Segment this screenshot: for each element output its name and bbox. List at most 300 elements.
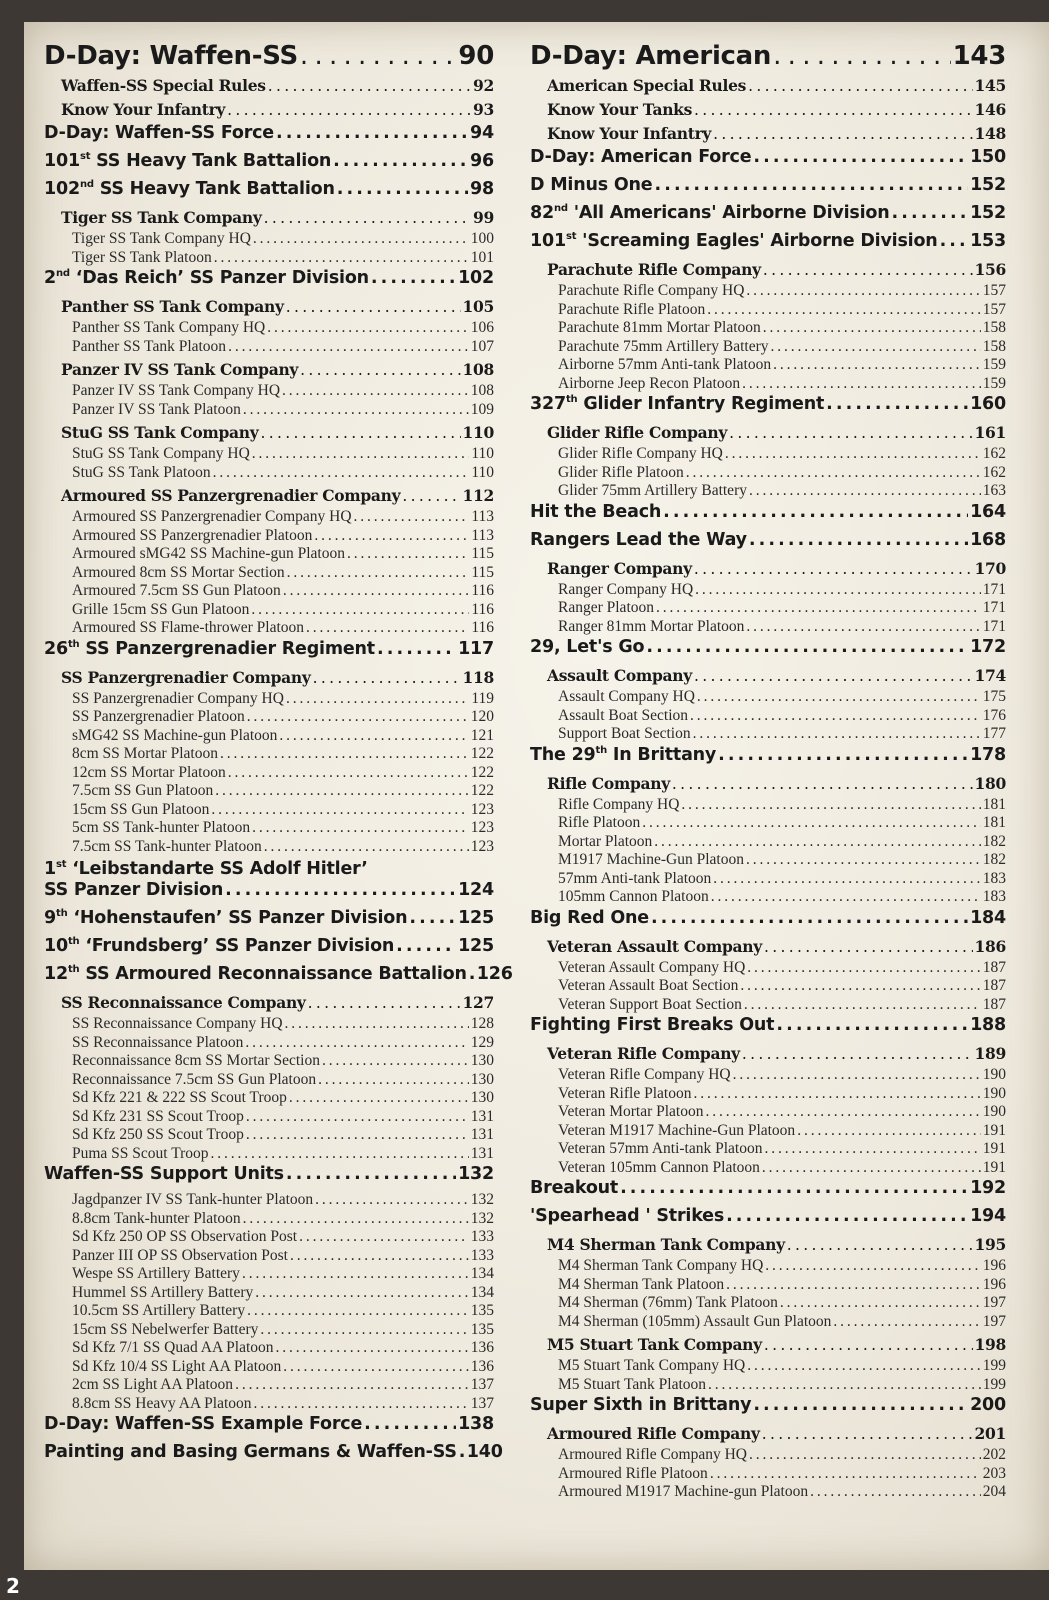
toc-entry-page: 96 bbox=[470, 151, 494, 171]
toc-entry[interactable] bbox=[530, 559, 1006, 581]
toc-entry-title bbox=[72, 745, 218, 763]
toc-entry[interactable] bbox=[530, 814, 1006, 833]
toc-dot-leader bbox=[770, 338, 980, 356]
toc-entry[interactable] bbox=[44, 1145, 494, 1164]
toc-entry[interactable] bbox=[530, 996, 1006, 1015]
toc-entry[interactable] bbox=[44, 208, 494, 230]
toc-entry-page: 138 bbox=[458, 1414, 494, 1434]
toc-entry[interactable] bbox=[530, 1294, 1006, 1313]
toc-entry[interactable] bbox=[530, 231, 1006, 258]
toc-entry-title bbox=[72, 1376, 233, 1394]
toc-entry-title bbox=[72, 1339, 274, 1357]
toc-entry[interactable] bbox=[44, 445, 494, 464]
toc-entry-text: Armoured Rifle Platoon bbox=[558, 1464, 708, 1482]
toc-entry[interactable] bbox=[44, 1376, 494, 1395]
toc-dot-leader bbox=[289, 1089, 469, 1107]
toc-dot-leader bbox=[459, 1442, 465, 1462]
toc-entry[interactable] bbox=[530, 908, 1006, 935]
toc-entry[interactable] bbox=[44, 527, 494, 546]
toc-dot-leader bbox=[810, 1483, 981, 1501]
toc-entry-title bbox=[530, 147, 751, 167]
toc-entry[interactable] bbox=[44, 486, 494, 508]
toc-entry-title bbox=[558, 977, 738, 995]
toc-dot-leader bbox=[315, 1191, 469, 1209]
toc-entry-title bbox=[72, 601, 249, 619]
toc-entry-text: 'Screaming Eagles' Airborne Division bbox=[576, 231, 938, 251]
toc-entry[interactable] bbox=[530, 1140, 1006, 1159]
toc-dot-leader bbox=[260, 1321, 468, 1339]
toc-entry[interactable] bbox=[530, 833, 1006, 852]
toc-entry-title bbox=[72, 1358, 281, 1376]
toc-entry-text: 10.5cm SS Artillery Battery bbox=[72, 1302, 246, 1319]
toc-entry-text: 15cm SS Nebelwerfer Battery bbox=[72, 1320, 259, 1338]
toc-entry-page: 161 bbox=[974, 423, 1006, 442]
toc-entry-text: SS Panzer Division bbox=[44, 880, 224, 900]
toc-entry[interactable] bbox=[530, 394, 1006, 421]
toc-entry[interactable] bbox=[44, 249, 494, 268]
toc-entry[interactable] bbox=[44, 1339, 494, 1358]
toc-entry-text: 105mm Cannon Platoon bbox=[558, 888, 709, 905]
toc-entry-ordinal-suffix: th bbox=[55, 908, 68, 920]
toc-entry-title bbox=[530, 745, 716, 765]
toc-entry-text: Veteran 105mm Cannon Platoon bbox=[558, 1158, 760, 1176]
toc-entry-title bbox=[72, 727, 277, 745]
toc-dot-leader bbox=[299, 1228, 469, 1246]
toc-entry[interactable] bbox=[530, 124, 1006, 146]
toc-entry-page: 182 bbox=[982, 851, 1006, 868]
toc-entry[interactable] bbox=[44, 1126, 494, 1145]
toc-entry-page: 187 bbox=[982, 958, 1006, 976]
toc-entry-page: 152 bbox=[970, 203, 1006, 223]
toc-entry[interactable] bbox=[44, 619, 494, 638]
toc-dot-leader bbox=[287, 564, 470, 582]
toc-dot-leader bbox=[725, 445, 981, 463]
toc-entry-page: 108 bbox=[462, 360, 494, 379]
toc-entry[interactable] bbox=[44, 508, 494, 527]
toc-entry[interactable] bbox=[44, 401, 494, 420]
toc-entry-text: Panther SS Tank Platoon bbox=[72, 337, 227, 355]
toc-entry-title bbox=[44, 268, 369, 288]
toc-entry[interactable] bbox=[44, 297, 494, 319]
toc-entry[interactable] bbox=[44, 727, 494, 746]
toc-entry[interactable] bbox=[530, 319, 1006, 338]
toc-entry-page: 127 bbox=[462, 993, 494, 1012]
toc-entry-text: Know Your Tanks bbox=[547, 100, 693, 119]
toc-entry[interactable] bbox=[44, 1108, 494, 1127]
toc-entry-page: 118 bbox=[462, 667, 494, 687]
toc-entry[interactable] bbox=[44, 1395, 494, 1414]
toc-entry-page: 159 bbox=[982, 356, 1006, 373]
page-number: 2 bbox=[6, 1574, 20, 1598]
toc-entry[interactable] bbox=[530, 1276, 1006, 1295]
toc-entry-title bbox=[558, 688, 695, 706]
toc-column-waffen-ss bbox=[44, 41, 513, 1469]
toc-entry[interactable] bbox=[44, 338, 494, 357]
toc-dot-leader bbox=[718, 745, 968, 765]
toc-entry-ordinal-suffix: nd bbox=[55, 268, 70, 280]
toc-entry[interactable] bbox=[530, 445, 1006, 464]
toc-entry-title bbox=[558, 1313, 831, 1331]
toc-entry-text: 7.5cm SS Gun Platoon bbox=[72, 782, 214, 799]
toc-entry[interactable] bbox=[44, 268, 494, 295]
toc-entry[interactable] bbox=[44, 639, 494, 666]
toc-entry[interactable] bbox=[530, 175, 1006, 202]
toc-entry[interactable] bbox=[530, 423, 1006, 445]
toc-entry[interactable] bbox=[530, 282, 1006, 301]
toc-dot-leader bbox=[681, 796, 980, 814]
toc-entry[interactable] bbox=[44, 964, 513, 991]
toc-entry[interactable] bbox=[530, 356, 1006, 375]
toc-dot-leader bbox=[740, 977, 980, 995]
toc-entry-page: 201 bbox=[974, 1424, 1006, 1443]
toc-entry[interactable] bbox=[44, 819, 494, 838]
toc-entry-page: 124 bbox=[458, 880, 494, 900]
toc-entry-ordinal-suffix: st bbox=[565, 231, 577, 243]
toc-entry[interactable] bbox=[530, 375, 1006, 394]
toc-dot-leader bbox=[710, 1465, 981, 1483]
toc-entry[interactable] bbox=[530, 959, 1006, 978]
toc-entry[interactable] bbox=[44, 880, 494, 907]
toc-entry-page: 202 bbox=[982, 1446, 1006, 1463]
toc-entry[interactable] bbox=[44, 319, 494, 338]
toc-entry-title bbox=[72, 838, 262, 856]
toc-entry-title bbox=[72, 1228, 297, 1246]
toc-entry-title bbox=[558, 1159, 760, 1177]
toc-entry-page: 113 bbox=[471, 508, 494, 525]
toc-entry[interactable] bbox=[44, 423, 494, 445]
toc-dot-leader bbox=[749, 530, 968, 550]
toc-entry[interactable] bbox=[530, 1376, 1006, 1395]
toc-entry[interactable] bbox=[44, 801, 494, 820]
toc-entry-page: 160 bbox=[970, 394, 1006, 414]
toc-entry-page: 190 bbox=[982, 1084, 1006, 1102]
toc-entry[interactable] bbox=[530, 1044, 1006, 1066]
toc-entry[interactable] bbox=[530, 1122, 1006, 1141]
toc-entry[interactable] bbox=[530, 1066, 1006, 1085]
toc-entry[interactable] bbox=[530, 581, 1006, 600]
toc-entry[interactable] bbox=[44, 668, 494, 690]
toc-entry[interactable] bbox=[44, 708, 494, 727]
toc-dot-leader bbox=[225, 880, 456, 900]
toc-entry-title bbox=[72, 1265, 240, 1283]
toc-entry[interactable] bbox=[530, 1446, 1006, 1465]
toc-entry[interactable] bbox=[44, 1034, 494, 1053]
toc-entry[interactable] bbox=[530, 464, 1006, 483]
toc-entry-page: 162 bbox=[982, 463, 1006, 481]
toc-entry-text: SS Reconnaissance Platoon bbox=[72, 1033, 244, 1051]
toc-entry[interactable] bbox=[44, 1191, 494, 1210]
toc-entry-text: Panther SS Tank Company HQ bbox=[72, 319, 266, 336]
toc-entry[interactable] bbox=[530, 937, 1006, 959]
toc-entry-ordinal: 327 bbox=[530, 394, 566, 414]
toc-entry-page: 110 bbox=[462, 423, 494, 442]
toc-dot-leader bbox=[833, 1313, 980, 1331]
toc-entry[interactable] bbox=[530, 1395, 1006, 1422]
toc-entry-title bbox=[72, 1034, 243, 1052]
toc-dot-leader bbox=[285, 1015, 469, 1033]
toc-entry-ordinal-suffix: nd bbox=[553, 203, 568, 215]
toc-entry[interactable] bbox=[44, 100, 494, 122]
toc-entry-title bbox=[547, 666, 692, 685]
toc-entry[interactable] bbox=[530, 1357, 1006, 1376]
toc-entry-title bbox=[72, 801, 209, 819]
toc-entry[interactable] bbox=[44, 1164, 494, 1191]
toc-entry[interactable] bbox=[530, 1206, 1006, 1233]
toc-entry-text: 8.8cm Tank-hunter Platoon bbox=[72, 1209, 241, 1227]
toc-dot-leader bbox=[748, 76, 972, 95]
toc-entry[interactable] bbox=[530, 482, 1006, 501]
toc-dot-leader bbox=[377, 639, 456, 659]
toc-dot-leader bbox=[763, 260, 973, 279]
toc-dot-leader bbox=[211, 801, 468, 819]
toc-entry[interactable] bbox=[44, 782, 494, 801]
toc-dot-leader bbox=[308, 993, 461, 1012]
toc-entry[interactable] bbox=[530, 1424, 1006, 1446]
toc-entry-text: Glider Rifle Platoon bbox=[558, 463, 684, 481]
toc-entry[interactable] bbox=[44, 1228, 494, 1247]
toc-entry[interactable] bbox=[44, 838, 494, 857]
toc-dot-leader bbox=[672, 774, 973, 793]
toc-entry[interactable] bbox=[44, 1414, 494, 1441]
toc-entry[interactable] bbox=[44, 564, 494, 583]
toc-entry[interactable] bbox=[530, 1103, 1006, 1122]
toc-entry[interactable] bbox=[530, 1159, 1006, 1178]
toc-entry[interactable] bbox=[44, 745, 494, 764]
toc-entry-text: M5 Stuart Tank Platoon bbox=[558, 1375, 707, 1393]
toc-entry-page: 131 bbox=[470, 1126, 494, 1143]
toc-entry-page: 153 bbox=[970, 231, 1006, 251]
toc-entry[interactable] bbox=[530, 260, 1006, 282]
toc-entry[interactable] bbox=[530, 774, 1006, 796]
toc-entry-text: 12cm SS Mortar Platoon bbox=[72, 763, 226, 781]
toc-entry-page: 184 bbox=[970, 907, 1006, 928]
toc-dot-leader bbox=[255, 1284, 469, 1302]
toc-entry[interactable] bbox=[44, 76, 494, 98]
toc-entry[interactable] bbox=[530, 1178, 1006, 1205]
toc-entry[interactable] bbox=[530, 725, 1006, 744]
toc-dot-leader bbox=[742, 375, 981, 393]
toc-entry[interactable] bbox=[530, 977, 1006, 996]
toc-entry-text: Super Sixth in Brittany bbox=[530, 1395, 752, 1415]
toc-entry-page: 133 bbox=[470, 1228, 494, 1245]
toc-entry[interactable] bbox=[44, 1015, 494, 1034]
toc-entry-page: 168 bbox=[970, 529, 1006, 550]
toc-entry-title bbox=[72, 382, 280, 400]
toc-entry-page: 175 bbox=[982, 688, 1006, 705]
toc-dot-leader bbox=[620, 1178, 968, 1198]
toc-entry[interactable] bbox=[44, 1358, 494, 1377]
toc-entry[interactable] bbox=[44, 545, 494, 564]
toc-entry[interactable] bbox=[530, 76, 1006, 98]
toc-entry[interactable] bbox=[530, 870, 1006, 889]
toc-dot-leader bbox=[651, 908, 968, 928]
toc-dot-leader bbox=[797, 1122, 981, 1140]
toc-entry[interactable] bbox=[44, 908, 494, 935]
toc-entry-title bbox=[530, 502, 661, 522]
toc-entry[interactable] bbox=[44, 41, 494, 74]
toc-entry[interactable] bbox=[530, 301, 1006, 320]
toc-entry[interactable] bbox=[530, 1235, 1006, 1257]
toc-entry[interactable] bbox=[530, 796, 1006, 815]
toc-entry-text: SS Reconnaissance Company HQ bbox=[72, 1015, 283, 1032]
toc-entry[interactable] bbox=[44, 936, 494, 963]
toc-entry[interactable] bbox=[44, 1284, 494, 1303]
toc-entry-text: Glider Infantry Regiment bbox=[577, 394, 825, 414]
toc-entry-text: sMG42 SS Machine-gun Platoon bbox=[72, 726, 278, 744]
toc-entry[interactable] bbox=[530, 1257, 1006, 1276]
toc-entry[interactable] bbox=[530, 707, 1006, 726]
toc-entry[interactable] bbox=[530, 502, 1006, 529]
toc-dot-leader bbox=[764, 1335, 973, 1354]
toc-entry-title bbox=[558, 1357, 745, 1375]
toc-entry-title bbox=[558, 581, 693, 599]
toc-entry-title bbox=[530, 637, 644, 657]
toc-entry[interactable] bbox=[530, 41, 1006, 74]
toc-entry[interactable] bbox=[530, 851, 1006, 870]
toc-entry[interactable] bbox=[44, 690, 494, 709]
toc-entry[interactable] bbox=[44, 1071, 494, 1090]
toc-entry-title bbox=[558, 814, 640, 832]
toc-entry[interactable] bbox=[530, 1085, 1006, 1104]
toc-entry[interactable] bbox=[530, 1313, 1006, 1332]
toc-entry-page: 90 bbox=[458, 41, 494, 71]
toc-entry-text: Grille 15cm SS Gun Platoon bbox=[72, 600, 250, 618]
toc-entry-title bbox=[72, 527, 312, 545]
toc-entry-title bbox=[558, 833, 652, 851]
toc-entry-page: 181 bbox=[982, 795, 1006, 813]
toc-entry[interactable] bbox=[44, 1321, 494, 1340]
toc-dot-leader bbox=[940, 231, 969, 251]
toc-entry[interactable] bbox=[530, 1015, 1006, 1042]
toc-entry[interactable] bbox=[530, 530, 1006, 557]
toc-entry-text: Veteran Support Boat Section bbox=[558, 995, 742, 1013]
toc-entry-text: M5 Stuart Tank Company HQ bbox=[558, 1357, 746, 1374]
toc-dot-leader bbox=[708, 1376, 981, 1394]
toc-dot-leader bbox=[402, 486, 460, 505]
toc-entry[interactable] bbox=[44, 360, 494, 382]
toc-entry-text: Support Boat Section bbox=[558, 725, 691, 742]
toc-entry[interactable] bbox=[530, 1483, 1006, 1502]
toc-dot-leader bbox=[260, 423, 460, 442]
toc-entry-page: 196 bbox=[982, 1257, 1006, 1274]
toc-entry[interactable] bbox=[44, 1265, 494, 1284]
toc-entry[interactable] bbox=[44, 464, 494, 483]
toc-entry-ordinal: 1 bbox=[44, 859, 56, 879]
toc-entry-page: 130 bbox=[470, 1089, 494, 1106]
toc-entry[interactable] bbox=[530, 338, 1006, 357]
toc-entry-title bbox=[61, 100, 225, 119]
toc-entry-page: 183 bbox=[982, 888, 1006, 905]
toc-entry[interactable] bbox=[44, 382, 494, 401]
toc-entry-page: 135 bbox=[470, 1320, 494, 1338]
toc-entry[interactable] bbox=[44, 123, 494, 150]
toc-entry-title bbox=[72, 1284, 253, 1302]
toc-entry-title bbox=[72, 782, 213, 800]
toc-entry-title bbox=[44, 859, 368, 879]
toc-entry[interactable] bbox=[530, 888, 1006, 907]
toc-entry[interactable] bbox=[44, 1052, 494, 1071]
toc-entry-text: StuG SS Tank Company bbox=[61, 423, 259, 442]
toc-entry-page: 93 bbox=[473, 100, 494, 119]
toc-entry-ordinal-suffix: th bbox=[565, 394, 578, 406]
toc-entry[interactable] bbox=[44, 151, 494, 178]
toc-entry-page: 108 bbox=[470, 382, 494, 399]
toc-entry-text: Reconnaissance 7.5cm SS Gun Platoon bbox=[72, 1070, 317, 1088]
toc-entry[interactable] bbox=[530, 1335, 1006, 1357]
toc-entry[interactable] bbox=[44, 1247, 494, 1266]
toc-entry[interactable] bbox=[44, 859, 494, 879]
toc-entry-text: Rangers Lead the Way bbox=[530, 529, 747, 550]
toc-entry[interactable] bbox=[530, 100, 1006, 122]
toc-entry-title bbox=[530, 1015, 774, 1035]
toc-entry[interactable] bbox=[530, 745, 1006, 772]
toc-entry[interactable] bbox=[44, 230, 494, 249]
toc-entry-text: Big Red One bbox=[530, 907, 649, 928]
toc-entry-title bbox=[558, 1294, 778, 1312]
toc-entry[interactable] bbox=[44, 179, 494, 206]
toc-entry-page: 121 bbox=[470, 726, 494, 744]
toc-entry-text: 8cm SS Mortar Platoon bbox=[72, 745, 218, 762]
toc-entry-text: 29, Let's Go bbox=[530, 637, 645, 657]
toc-entry[interactable] bbox=[44, 993, 494, 1015]
toc-entry-page: 128 bbox=[470, 1015, 494, 1032]
toc-entry[interactable] bbox=[530, 599, 1006, 618]
toc-entry-ordinal-suffix: th bbox=[67, 638, 80, 650]
toc-dot-leader bbox=[268, 76, 471, 95]
toc-entry-page: 187 bbox=[982, 995, 1006, 1013]
toc-entry-page: 136 bbox=[470, 1339, 494, 1356]
toc-entry-text: ‘Leibstandarte SS Adolf Hitler’ bbox=[66, 859, 368, 879]
toc-entry[interactable] bbox=[530, 147, 1006, 174]
toc-entry[interactable] bbox=[530, 618, 1006, 637]
toc-dot-leader bbox=[228, 338, 469, 356]
toc-entry-page: 98 bbox=[470, 179, 494, 199]
toc-entry-title bbox=[530, 41, 771, 71]
toc-entry-text: M4 Sherman Tank Company HQ bbox=[558, 1257, 764, 1274]
toc-dot-leader bbox=[347, 545, 469, 563]
toc-dot-leader bbox=[286, 1164, 456, 1184]
toc-entry[interactable] bbox=[530, 1465, 1006, 1484]
toc-entry[interactable] bbox=[44, 1302, 494, 1321]
toc-entry-title bbox=[547, 1044, 740, 1063]
toc-entry-title bbox=[44, 880, 223, 900]
toc-entry-text: SS Armoured Reconnaissance Battalion bbox=[79, 964, 467, 984]
toc-entry[interactable] bbox=[44, 1210, 494, 1229]
toc-entry[interactable] bbox=[530, 666, 1006, 688]
toc-entry[interactable] bbox=[44, 582, 494, 601]
toc-entry-page: 105 bbox=[462, 297, 494, 316]
toc-entry[interactable] bbox=[44, 1089, 494, 1108]
toc-entry-title bbox=[530, 1206, 724, 1226]
toc-entry[interactable] bbox=[44, 1442, 503, 1469]
toc-dot-leader bbox=[279, 727, 468, 745]
toc-entry[interactable] bbox=[530, 688, 1006, 707]
toc-entry-text: Armoured SS Panzergrenadier Company bbox=[61, 486, 401, 505]
toc-entry-page: 134 bbox=[470, 1265, 494, 1282]
toc-dot-leader bbox=[654, 175, 968, 195]
toc-entry[interactable] bbox=[530, 203, 1006, 230]
toc-entry[interactable] bbox=[44, 764, 494, 783]
toc-dot-leader bbox=[711, 888, 981, 906]
toc-entry-text: In Brittany bbox=[607, 744, 717, 765]
toc-entry-page: 110 bbox=[471, 445, 494, 462]
toc-entry-title bbox=[72, 1302, 245, 1320]
toc-entry-text: 5cm SS Tank-hunter Platoon bbox=[72, 819, 251, 836]
toc-entry-title bbox=[530, 908, 649, 928]
toc-entry-page: 120 bbox=[470, 708, 494, 725]
toc-entry[interactable] bbox=[530, 637, 1006, 664]
toc-entry[interactable] bbox=[44, 601, 494, 620]
